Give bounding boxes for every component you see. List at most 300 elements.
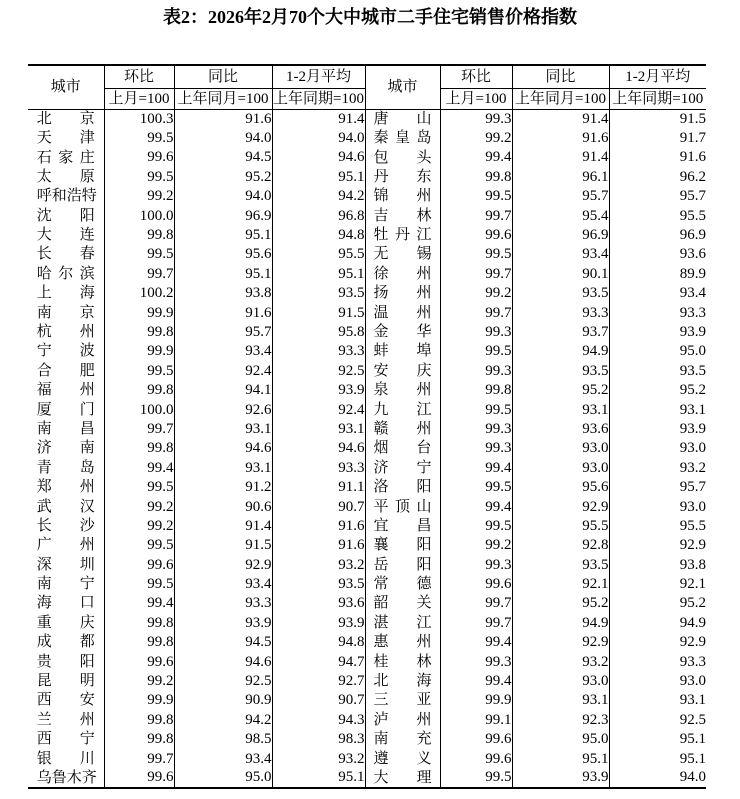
city-name: 宜 昌 xyxy=(373,517,432,534)
value-cell: 93.1 xyxy=(512,400,609,419)
city-cell xyxy=(28,420,104,439)
value-cell: 93.3 xyxy=(174,594,272,613)
city-cell xyxy=(28,691,104,710)
value-cell: 91.6 xyxy=(609,148,706,167)
value-cell: 91.4 xyxy=(512,148,609,167)
city-name: 南 充 xyxy=(373,731,432,748)
city-cell xyxy=(365,187,440,206)
city-cell xyxy=(365,303,440,322)
city-cell xyxy=(365,420,440,439)
value-cell: 99.2 xyxy=(104,497,174,516)
city-name: 平 顶 山 xyxy=(373,498,432,515)
header-mom-right: 环比 xyxy=(440,65,512,89)
table-row xyxy=(28,148,706,167)
value-cell: 92.5 xyxy=(609,711,706,730)
value-cell: 99.8 xyxy=(104,711,174,730)
city-cell xyxy=(28,187,104,206)
value-cell: 99.1 xyxy=(440,711,512,730)
table-row xyxy=(28,226,706,245)
value-cell: 95.1 xyxy=(174,226,272,245)
city-cell xyxy=(365,652,440,671)
table-row xyxy=(28,555,706,574)
city-cell xyxy=(28,672,104,691)
value-cell: 95.7 xyxy=(609,478,706,497)
table-row xyxy=(28,362,706,381)
value-cell: 89.9 xyxy=(609,265,706,284)
value-cell: 95.7 xyxy=(609,187,706,206)
value-cell: 91.4 xyxy=(272,110,365,129)
value-cell: 93.0 xyxy=(609,497,706,516)
value-cell: 99.5 xyxy=(440,400,512,419)
city-name: 南 宁 xyxy=(36,576,95,593)
city-name: 蚌 埠 xyxy=(373,343,432,360)
city-name: 秦 皇 岛 xyxy=(373,130,432,147)
city-cell xyxy=(28,711,104,730)
city-name: 洛 阳 xyxy=(373,479,432,496)
city-cell xyxy=(365,594,440,613)
value-cell: 93.3 xyxy=(272,459,365,478)
city-name: 牡 丹 江 xyxy=(373,227,432,244)
city-cell xyxy=(365,633,440,652)
price-index-table xyxy=(28,64,706,789)
header-avg-base-left: 上年同期=100 xyxy=(272,89,365,110)
value-cell: 93.9 xyxy=(272,614,365,633)
value-cell: 93.4 xyxy=(174,575,272,594)
city-cell xyxy=(365,129,440,148)
value-cell: 93.4 xyxy=(609,284,706,303)
value-cell: 92.1 xyxy=(609,575,706,594)
table-row xyxy=(28,459,706,478)
value-cell: 94.2 xyxy=(174,711,272,730)
value-cell: 95.5 xyxy=(609,206,706,225)
value-cell: 95.1 xyxy=(272,168,365,187)
city-cell xyxy=(28,284,104,303)
table-row xyxy=(28,633,706,652)
city-cell xyxy=(28,148,104,167)
value-cell: 99.6 xyxy=(440,730,512,749)
value-cell: 93.2 xyxy=(512,652,609,671)
header-yoy-base-left: 上年同月=100 xyxy=(174,89,272,110)
city-cell xyxy=(365,459,440,478)
table-row xyxy=(28,730,706,749)
value-cell: 99.6 xyxy=(104,652,174,671)
value-cell: 96.9 xyxy=(174,206,272,225)
header-avg-base-right: 上年同期=100 xyxy=(609,89,706,110)
table-row xyxy=(28,129,706,148)
value-cell: 92.5 xyxy=(272,362,365,381)
city-cell xyxy=(28,614,104,633)
value-cell: 94.6 xyxy=(272,439,365,458)
header-yoy-base-right: 上年同月=100 xyxy=(512,89,609,110)
value-cell: 91.4 xyxy=(174,517,272,536)
value-cell: 94.2 xyxy=(272,187,365,206)
page-title: 表2：2026年2月70个大中城市二手住宅销售价格指数 xyxy=(163,7,577,27)
table-row xyxy=(28,323,706,342)
value-cell: 99.8 xyxy=(104,730,174,749)
city-cell xyxy=(365,206,440,225)
value-cell: 94.9 xyxy=(512,342,609,361)
city-cell xyxy=(365,323,440,342)
city-cell xyxy=(28,323,104,342)
value-cell: 95.1 xyxy=(609,730,706,749)
value-cell: 91.5 xyxy=(272,303,365,322)
value-cell: 90.7 xyxy=(272,691,365,710)
city-name: 九 江 xyxy=(373,401,432,418)
value-cell: 95.2 xyxy=(512,594,609,613)
city-cell xyxy=(28,110,104,129)
value-cell: 93.1 xyxy=(174,459,272,478)
value-cell: 93.9 xyxy=(272,381,365,400)
city-name: 常 德 xyxy=(373,576,432,593)
value-cell: 93.1 xyxy=(512,691,609,710)
table-row xyxy=(28,652,706,671)
table-row xyxy=(28,342,706,361)
value-cell: 94.6 xyxy=(174,652,272,671)
city-name: 南 京 xyxy=(36,304,95,321)
table-header xyxy=(28,65,706,110)
city-cell xyxy=(28,536,104,555)
value-cell: 95.5 xyxy=(609,517,706,536)
value-cell: 92.3 xyxy=(512,711,609,730)
city-name: 北 海 xyxy=(373,673,432,690)
city-cell xyxy=(28,342,104,361)
value-cell: 93.2 xyxy=(272,749,365,768)
value-cell: 92.9 xyxy=(512,497,609,516)
value-cell: 99.5 xyxy=(440,517,512,536)
header-city-left: 城市 xyxy=(28,65,104,110)
table-row xyxy=(28,420,706,439)
city-cell xyxy=(28,749,104,768)
header-yoy-left: 同比 xyxy=(174,65,272,89)
value-cell: 93.3 xyxy=(512,303,609,322)
city-name: 厦 门 xyxy=(36,401,95,418)
city-name: 福 州 xyxy=(36,382,95,399)
city-name: 海 口 xyxy=(36,595,95,612)
city-cell xyxy=(365,575,440,594)
value-cell: 99.7 xyxy=(440,594,512,613)
header-avg-left: 1-2月平均 xyxy=(272,65,365,89)
table-row xyxy=(28,749,706,768)
value-cell: 99.5 xyxy=(104,478,174,497)
value-cell: 99.7 xyxy=(104,265,174,284)
value-cell: 95.6 xyxy=(174,245,272,264)
value-cell: 92.1 xyxy=(512,575,609,594)
value-cell: 94.9 xyxy=(609,614,706,633)
city-name: 温 州 xyxy=(373,304,432,321)
city-name: 石 家 庄 xyxy=(36,149,95,166)
table-row xyxy=(28,439,706,458)
value-cell: 94.5 xyxy=(174,633,272,652)
value-cell: 99.5 xyxy=(104,129,174,148)
value-cell: 99.4 xyxy=(440,672,512,691)
city-name: 泉 州 xyxy=(373,382,432,399)
value-cell: 95.2 xyxy=(512,381,609,400)
value-cell: 99.5 xyxy=(440,478,512,497)
city-cell xyxy=(28,168,104,187)
city-cell xyxy=(28,517,104,536)
city-cell xyxy=(365,284,440,303)
value-cell: 95.2 xyxy=(174,168,272,187)
city-cell xyxy=(365,730,440,749)
value-cell: 92.9 xyxy=(512,633,609,652)
city-cell xyxy=(365,536,440,555)
city-name: 贵 阳 xyxy=(36,653,95,670)
value-cell: 92.8 xyxy=(512,536,609,555)
city-name: 韶 关 xyxy=(373,595,432,612)
value-cell: 93.1 xyxy=(609,691,706,710)
table-row xyxy=(28,245,706,264)
value-cell: 95.0 xyxy=(609,342,706,361)
city-cell xyxy=(28,303,104,322)
city-name: 南 昌 xyxy=(36,420,95,437)
value-cell: 99.5 xyxy=(440,342,512,361)
value-cell: 93.0 xyxy=(609,439,706,458)
value-cell: 99.5 xyxy=(104,168,174,187)
city-name: 西 安 xyxy=(36,692,95,709)
value-cell: 93.1 xyxy=(174,420,272,439)
header-mom-base-left: 上月=100 xyxy=(104,89,174,110)
city-name: 重 庆 xyxy=(36,614,95,631)
value-cell: 99.9 xyxy=(104,342,174,361)
city-name: 唐 山 xyxy=(373,110,432,127)
value-cell: 93.9 xyxy=(174,614,272,633)
value-cell: 99.3 xyxy=(440,439,512,458)
city-name: 大 连 xyxy=(36,227,95,244)
value-cell: 100.0 xyxy=(104,206,174,225)
value-cell: 94.3 xyxy=(272,711,365,730)
value-cell: 95.1 xyxy=(512,749,609,768)
value-cell: 99.6 xyxy=(104,555,174,574)
value-cell: 95.1 xyxy=(272,265,365,284)
city-name: 深 圳 xyxy=(36,556,95,573)
value-cell: 90.1 xyxy=(512,265,609,284)
city-name: 银 川 xyxy=(36,750,95,767)
value-cell: 91.6 xyxy=(272,536,365,555)
value-cell: 91.5 xyxy=(174,536,272,555)
value-cell: 99.3 xyxy=(440,323,512,342)
city-cell xyxy=(28,381,104,400)
table-row xyxy=(28,478,706,497)
city-name: 西 宁 xyxy=(36,731,95,748)
value-cell: 99.3 xyxy=(440,555,512,574)
value-cell: 93.0 xyxy=(609,672,706,691)
value-cell: 99.2 xyxy=(104,517,174,536)
value-cell: 99.7 xyxy=(440,265,512,284)
value-cell: 93.0 xyxy=(512,459,609,478)
city-name: 济 宁 xyxy=(373,459,432,476)
value-cell: 99.3 xyxy=(440,362,512,381)
value-cell: 93.3 xyxy=(609,303,706,322)
city-name: 乌 鲁 木 齐 xyxy=(36,769,97,786)
city-name: 哈 尔 滨 xyxy=(36,265,95,282)
city-name: 扬 州 xyxy=(373,285,432,302)
value-cell: 92.9 xyxy=(609,536,706,555)
value-cell: 90.7 xyxy=(272,497,365,516)
city-cell xyxy=(365,517,440,536)
value-cell: 99.4 xyxy=(440,497,512,516)
city-name: 桂 林 xyxy=(373,653,432,670)
value-cell: 91.5 xyxy=(609,110,706,129)
value-cell: 99.8 xyxy=(104,633,174,652)
header-city-right: 城市 xyxy=(365,65,440,110)
value-cell: 99.3 xyxy=(440,652,512,671)
city-cell xyxy=(365,439,440,458)
value-cell: 99.4 xyxy=(440,633,512,652)
city-name: 无 锡 xyxy=(373,246,432,263)
table-row xyxy=(28,381,706,400)
value-cell: 93.8 xyxy=(609,555,706,574)
value-cell: 93.6 xyxy=(609,245,706,264)
city-cell xyxy=(365,555,440,574)
value-cell: 91.6 xyxy=(272,517,365,536)
city-cell xyxy=(365,148,440,167)
city-name: 遵 义 xyxy=(373,750,432,767)
value-cell: 99.8 xyxy=(104,614,174,633)
city-name: 昆 明 xyxy=(36,673,95,690)
city-cell xyxy=(28,439,104,458)
value-cell: 99.3 xyxy=(440,420,512,439)
value-cell: 99.5 xyxy=(104,362,174,381)
city-cell xyxy=(365,342,440,361)
value-cell: 93.7 xyxy=(512,323,609,342)
value-cell: 99.2 xyxy=(104,672,174,691)
value-cell: 99.4 xyxy=(440,148,512,167)
city-name: 惠 州 xyxy=(373,634,432,651)
value-cell: 99.5 xyxy=(440,187,512,206)
value-cell: 95.5 xyxy=(512,517,609,536)
value-cell: 99.2 xyxy=(440,129,512,148)
value-cell: 94.0 xyxy=(174,187,272,206)
value-cell: 91.6 xyxy=(512,129,609,148)
city-cell xyxy=(365,110,440,129)
city-name: 三 亚 xyxy=(373,692,432,709)
value-cell: 93.1 xyxy=(609,400,706,419)
value-cell: 95.6 xyxy=(512,478,609,497)
city-cell xyxy=(28,497,104,516)
city-name: 郑 州 xyxy=(36,479,95,496)
city-cell xyxy=(28,129,104,148)
city-name: 赣 州 xyxy=(373,420,432,437)
header-avg-right: 1-2月平均 xyxy=(609,65,706,89)
value-cell: 98.5 xyxy=(174,730,272,749)
city-name: 长 沙 xyxy=(36,517,95,534)
value-cell: 93.5 xyxy=(512,362,609,381)
value-cell: 99.8 xyxy=(104,323,174,342)
value-cell: 99.6 xyxy=(104,769,174,788)
value-cell: 91.1 xyxy=(272,478,365,497)
value-cell: 92.6 xyxy=(174,400,272,419)
city-name: 成 都 xyxy=(36,634,95,651)
value-cell: 93.9 xyxy=(609,420,706,439)
city-name: 大 理 xyxy=(373,769,432,786)
value-cell: 93.0 xyxy=(512,439,609,458)
value-cell: 99.9 xyxy=(104,691,174,710)
value-cell: 99.6 xyxy=(440,575,512,594)
header-row-groups xyxy=(28,65,706,89)
value-cell: 95.7 xyxy=(174,323,272,342)
value-cell: 94.0 xyxy=(609,769,706,788)
table-body xyxy=(28,110,706,789)
city-name: 徐 州 xyxy=(373,265,432,282)
value-cell: 99.8 xyxy=(104,439,174,458)
city-name: 襄 阳 xyxy=(373,537,432,554)
value-cell: 93.2 xyxy=(609,459,706,478)
city-name: 沈 阳 xyxy=(36,207,95,224)
value-cell: 91.6 xyxy=(174,303,272,322)
value-cell: 92.4 xyxy=(174,362,272,381)
city-name: 安 庆 xyxy=(373,362,432,379)
value-cell: 94.6 xyxy=(174,439,272,458)
value-cell: 99.8 xyxy=(104,226,174,245)
value-cell: 99.7 xyxy=(440,614,512,633)
value-cell: 99.6 xyxy=(440,749,512,768)
city-name: 烟 台 xyxy=(373,440,432,457)
value-cell: 99.4 xyxy=(104,459,174,478)
table-row xyxy=(28,614,706,633)
value-cell: 95.1 xyxy=(174,265,272,284)
value-cell: 93.5 xyxy=(272,284,365,303)
value-cell: 94.0 xyxy=(272,129,365,148)
table-row xyxy=(28,594,706,613)
value-cell: 94.9 xyxy=(512,614,609,633)
value-cell: 93.4 xyxy=(512,245,609,264)
city-cell xyxy=(28,362,104,381)
city-name: 杭 州 xyxy=(36,324,95,341)
value-cell: 99.7 xyxy=(440,303,512,322)
city-cell xyxy=(28,652,104,671)
value-cell: 93.4 xyxy=(174,342,272,361)
city-cell xyxy=(28,245,104,264)
city-name: 岳 阳 xyxy=(373,556,432,573)
city-cell xyxy=(365,168,440,187)
city-cell xyxy=(365,245,440,264)
city-name: 呼 和 浩 特 xyxy=(36,188,97,205)
value-cell: 99.5 xyxy=(440,245,512,264)
value-cell: 99.5 xyxy=(440,769,512,788)
value-cell: 92.9 xyxy=(174,555,272,574)
value-cell: 95.4 xyxy=(512,206,609,225)
value-cell: 99.9 xyxy=(440,691,512,710)
value-cell: 91.2 xyxy=(174,478,272,497)
value-cell: 94.0 xyxy=(174,129,272,148)
value-cell: 95.0 xyxy=(174,769,272,788)
value-cell: 92.9 xyxy=(609,633,706,652)
value-cell: 94.6 xyxy=(272,148,365,167)
value-cell: 90.9 xyxy=(174,691,272,710)
value-cell: 95.1 xyxy=(272,769,365,788)
city-name: 吉 林 xyxy=(373,207,432,224)
value-cell: 94.5 xyxy=(174,148,272,167)
city-cell xyxy=(28,594,104,613)
city-cell xyxy=(365,265,440,284)
value-cell: 94.1 xyxy=(174,381,272,400)
city-name: 长 春 xyxy=(36,246,95,263)
city-cell xyxy=(365,478,440,497)
table-row xyxy=(28,265,706,284)
value-cell: 99.5 xyxy=(104,575,174,594)
value-cell: 95.2 xyxy=(609,381,706,400)
value-cell: 99.7 xyxy=(104,420,174,439)
value-cell: 99.8 xyxy=(440,381,512,400)
value-cell: 99.6 xyxy=(440,226,512,245)
value-cell: 95.1 xyxy=(609,749,706,768)
value-cell: 100.3 xyxy=(104,110,174,129)
value-cell: 93.4 xyxy=(174,749,272,768)
city-cell xyxy=(365,749,440,768)
value-cell: 95.2 xyxy=(609,594,706,613)
value-cell: 93.8 xyxy=(174,284,272,303)
value-cell: 92.5 xyxy=(174,672,272,691)
